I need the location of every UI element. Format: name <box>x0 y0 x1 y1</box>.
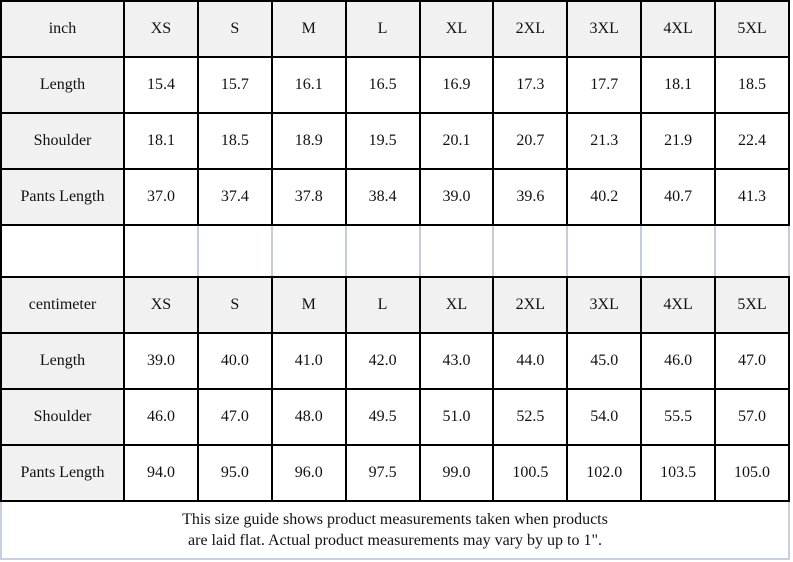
value-cell: 18.5 <box>715 57 789 113</box>
value-cell: 40.0 <box>198 333 272 389</box>
measurement-row <box>1 169 789 225</box>
size-header-cell: XL <box>420 1 494 57</box>
spacer-cell <box>1 225 124 277</box>
value-cell: 22.4 <box>715 113 789 169</box>
row-label-cell: Length <box>1 57 124 113</box>
value-cell: 16.9 <box>420 57 494 113</box>
value-cell: 15.4 <box>124 57 198 113</box>
measurement-row <box>1 57 789 113</box>
spacer-cell <box>198 225 272 277</box>
value-cell: 46.0 <box>124 389 198 445</box>
size-guide-disclaimer <box>0 502 790 560</box>
disclaimer-line-1: This size guide shows product measurements taken when products <box>182 510 608 528</box>
value-cell: 41.3 <box>715 169 789 225</box>
size-header-cell: XS <box>124 277 198 333</box>
disclaimer-line-2: are laid flat. Actual product measurements may vary by up to 1". <box>188 532 602 549</box>
value-cell: 47.0 <box>198 389 272 445</box>
value-cell: 37.0 <box>124 169 198 225</box>
size-header-cell: 5XL <box>715 1 789 57</box>
value-cell: 105.0 <box>715 445 789 501</box>
value-cell: 16.5 <box>346 57 420 113</box>
row-label-cell: Pants Length <box>1 445 124 501</box>
row-label-cell: Shoulder <box>1 113 124 169</box>
measurement-row <box>1 333 789 389</box>
spacer-cell <box>346 225 420 277</box>
value-cell: 99.0 <box>420 445 494 501</box>
unit-label-cell: centimeter <box>1 277 124 333</box>
size-header-cell: L <box>346 1 420 57</box>
value-cell: 15.7 <box>198 57 272 113</box>
value-cell: 48.0 <box>272 389 346 445</box>
value-cell: 38.4 <box>346 169 420 225</box>
size-header-cell: M <box>272 1 346 57</box>
value-cell: 39.6 <box>493 169 567 225</box>
size-header-cell: S <box>198 1 272 57</box>
value-cell: 43.0 <box>420 333 494 389</box>
unit-label-cell: inch <box>1 1 124 57</box>
row-label-cell: Shoulder <box>1 389 124 445</box>
value-cell: 40.2 <box>567 169 641 225</box>
measurement-row <box>1 445 789 501</box>
value-cell: 18.1 <box>124 113 198 169</box>
measurement-row <box>1 389 789 445</box>
value-cell: 39.0 <box>420 169 494 225</box>
value-cell: 20.1 <box>420 113 494 169</box>
value-cell: 42.0 <box>346 333 420 389</box>
row-label-cell: Length <box>1 333 124 389</box>
size-header-cell: 2XL <box>493 1 567 57</box>
size-header-cell: 4XL <box>641 277 715 333</box>
value-cell: 57.0 <box>715 389 789 445</box>
value-cell: 47.0 <box>715 333 789 389</box>
size-header-cell: L <box>346 277 420 333</box>
value-cell: 49.5 <box>346 389 420 445</box>
value-cell: 17.3 <box>493 57 567 113</box>
value-cell: 40.7 <box>641 169 715 225</box>
spacer-cell <box>272 225 346 277</box>
spacer-cell <box>641 225 715 277</box>
value-cell: 21.9 <box>641 113 715 169</box>
value-cell: 51.0 <box>420 389 494 445</box>
row-label-cell: Pants Length <box>1 169 124 225</box>
value-cell: 103.5 <box>641 445 715 501</box>
value-cell: 18.9 <box>272 113 346 169</box>
spacer-row <box>1 225 789 277</box>
measurement-row <box>1 113 789 169</box>
size-header-row <box>1 277 789 333</box>
value-cell: 95.0 <box>198 445 272 501</box>
value-cell: 18.1 <box>641 57 715 113</box>
size-header-cell: M <box>272 277 346 333</box>
value-cell: 55.5 <box>641 389 715 445</box>
value-cell: 97.5 <box>346 445 420 501</box>
size-header-cell: 5XL <box>715 277 789 333</box>
size-header-row <box>1 1 789 57</box>
value-cell: 37.4 <box>198 169 272 225</box>
size-header-cell: 2XL <box>493 277 567 333</box>
value-cell: 39.0 <box>124 333 198 389</box>
size-header-cell: 4XL <box>641 1 715 57</box>
value-cell: 102.0 <box>567 445 641 501</box>
value-cell: 20.7 <box>493 113 567 169</box>
size-grid-body <box>1 1 789 501</box>
value-cell: 94.0 <box>124 445 198 501</box>
spacer-cell <box>420 225 494 277</box>
value-cell: 37.8 <box>272 169 346 225</box>
value-cell: 16.1 <box>272 57 346 113</box>
value-cell: 52.5 <box>493 389 567 445</box>
value-cell: 17.7 <box>567 57 641 113</box>
value-cell: 96.0 <box>272 445 346 501</box>
value-cell: 41.0 <box>272 333 346 389</box>
spacer-cell <box>715 225 789 277</box>
size-header-cell: 3XL <box>567 1 641 57</box>
spacer-cell <box>124 225 198 277</box>
spacer-cell <box>493 225 567 277</box>
value-cell: 100.5 <box>493 445 567 501</box>
size-header-cell: S <box>198 277 272 333</box>
value-cell: 44.0 <box>493 333 567 389</box>
spacer-cell <box>567 225 641 277</box>
value-cell: 19.5 <box>346 113 420 169</box>
value-cell: 21.3 <box>567 113 641 169</box>
value-cell: 18.5 <box>198 113 272 169</box>
value-cell: 45.0 <box>567 333 641 389</box>
value-cell: 54.0 <box>567 389 641 445</box>
size-header-cell: 3XL <box>567 277 641 333</box>
value-cell: 46.0 <box>641 333 715 389</box>
size-header-cell: XS <box>124 1 198 57</box>
size-header-cell: XL <box>420 277 494 333</box>
